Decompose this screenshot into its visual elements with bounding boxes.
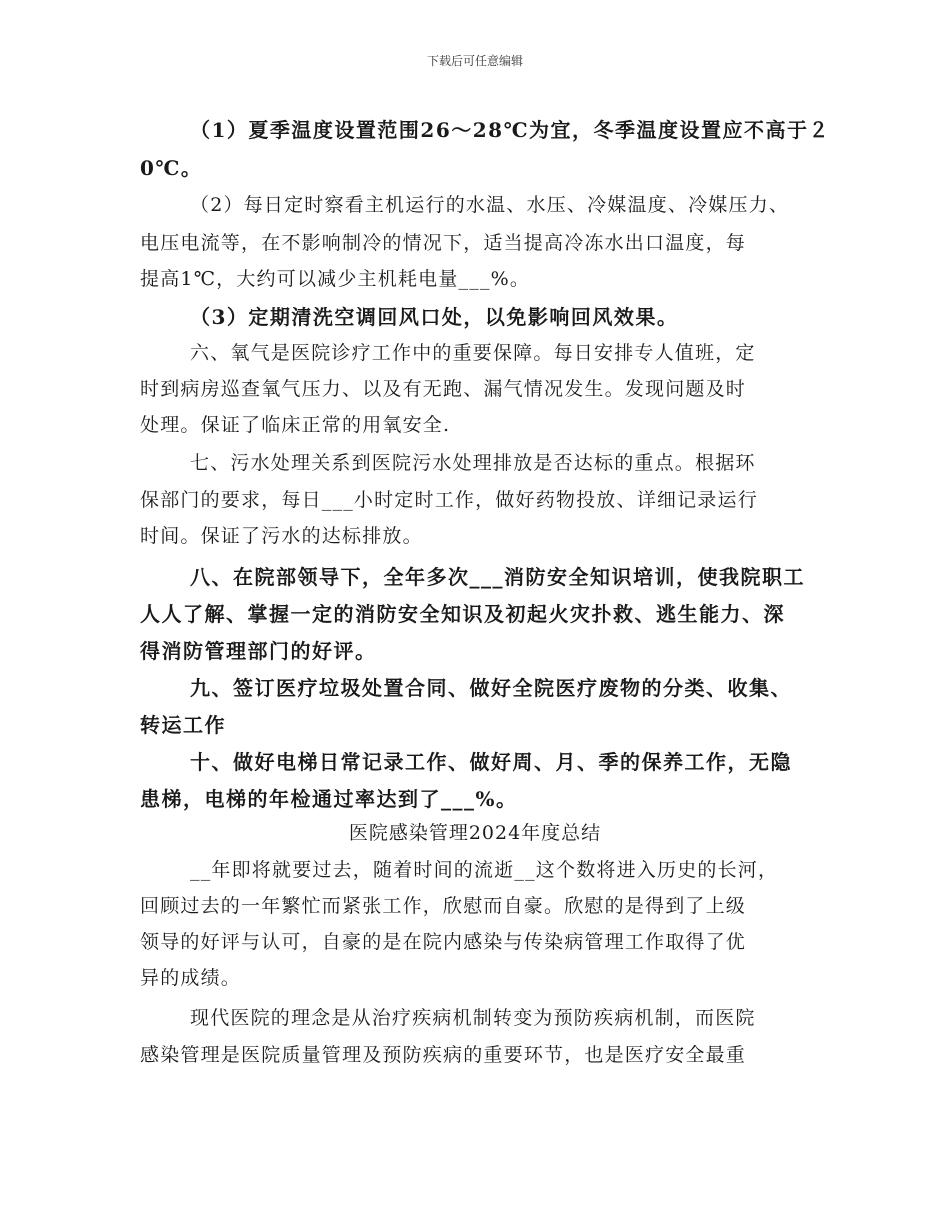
text-line-19: 患梯，电梯的年检通过率达到了___%。 [140, 787, 518, 811]
text-line-17: 转运工作 [140, 713, 226, 737]
text-line-10: 七、污水处理关系到医院污水处理排放是否达标的重点。根据环 [190, 452, 756, 474]
text-line-16: 九、签订医疗垃圾处置合同、做好全院医疗废物的分类、收集、 [190, 676, 792, 700]
summary-line-2: 回顾过去的一年繁忙而紧张工作，欣慰而自豪。欣慰的是得到了上级 [140, 895, 747, 917]
text-line-15: 得消防管理部门的好评。 [140, 639, 377, 663]
page-header: 下载后可任意编辑 [426, 54, 523, 68]
text-line-14: 人人了解、掌握一定的消防安全知识及初起火灾扑救、逃生能力、深 [140, 602, 785, 626]
summary-line-6: 感染管理是医院质量管理及预防疾病的重要环节，也是医疗安全最重 [140, 1044, 747, 1066]
text-line-1: （1）夏季温度设置范围26～28℃为宜，冬季温度设置应不高于２ [190, 118, 831, 142]
text-line-11: 保部门的要求，每日___小时定时工作，做好药物投放、详细记录运行 [140, 489, 758, 511]
text-line-8: 时到病房巡查氧气压力、以及有无跑、漏气情况发生。发现问题及时 [140, 378, 747, 400]
text-line-2: 0℃。 [140, 156, 203, 180]
text-line-9: 处理。保证了临床正常的用氧安全. [140, 414, 451, 436]
text-line-12: 时间。保证了污水的达标排放。 [140, 525, 423, 547]
summary-line-5: 现代医院的理念是从治疗疾病机制转变为预防疾病机制，而医院 [190, 1007, 756, 1029]
text-line-18: 十、做好电梯日常记录工作、做好周、月、季的保养工作，无隐 [190, 750, 792, 774]
text-line-7: 六、氧气是医院诊疗工作中的重要保障。每日安排专人值班，定 [190, 342, 756, 364]
text-line-13: 八、在院部领导下，全年多次___消防安全知识培训，使我院职工 [190, 565, 805, 589]
text-line-3: （2）每日定时察看主机运行的水温、水压、冷媒温度、冷媒压力、 [190, 194, 790, 216]
text-line-6: （3）定期清洗空调回风口处，以免影响回风效果。 [190, 305, 679, 329]
section-title: 医院感染管理2024年度总结 [348, 822, 602, 844]
summary-line-3: 领导的好评与认可，自豪的是在院内感染与传染病管理工作取得了优 [140, 931, 747, 953]
text-line-4: 电压电流等，在不影响制冷的情况下，适当提高冷冻水出口温度，每 [140, 232, 747, 254]
summary-line-1: __年即将就要过去，随着时间的流逝__这个数将进入历史的长河， [190, 859, 779, 881]
summary-line-4: 异的成绩。 [140, 967, 242, 989]
text-line-5: 提高1℃，大约可以减少主机耗电量___%。 [140, 268, 531, 290]
